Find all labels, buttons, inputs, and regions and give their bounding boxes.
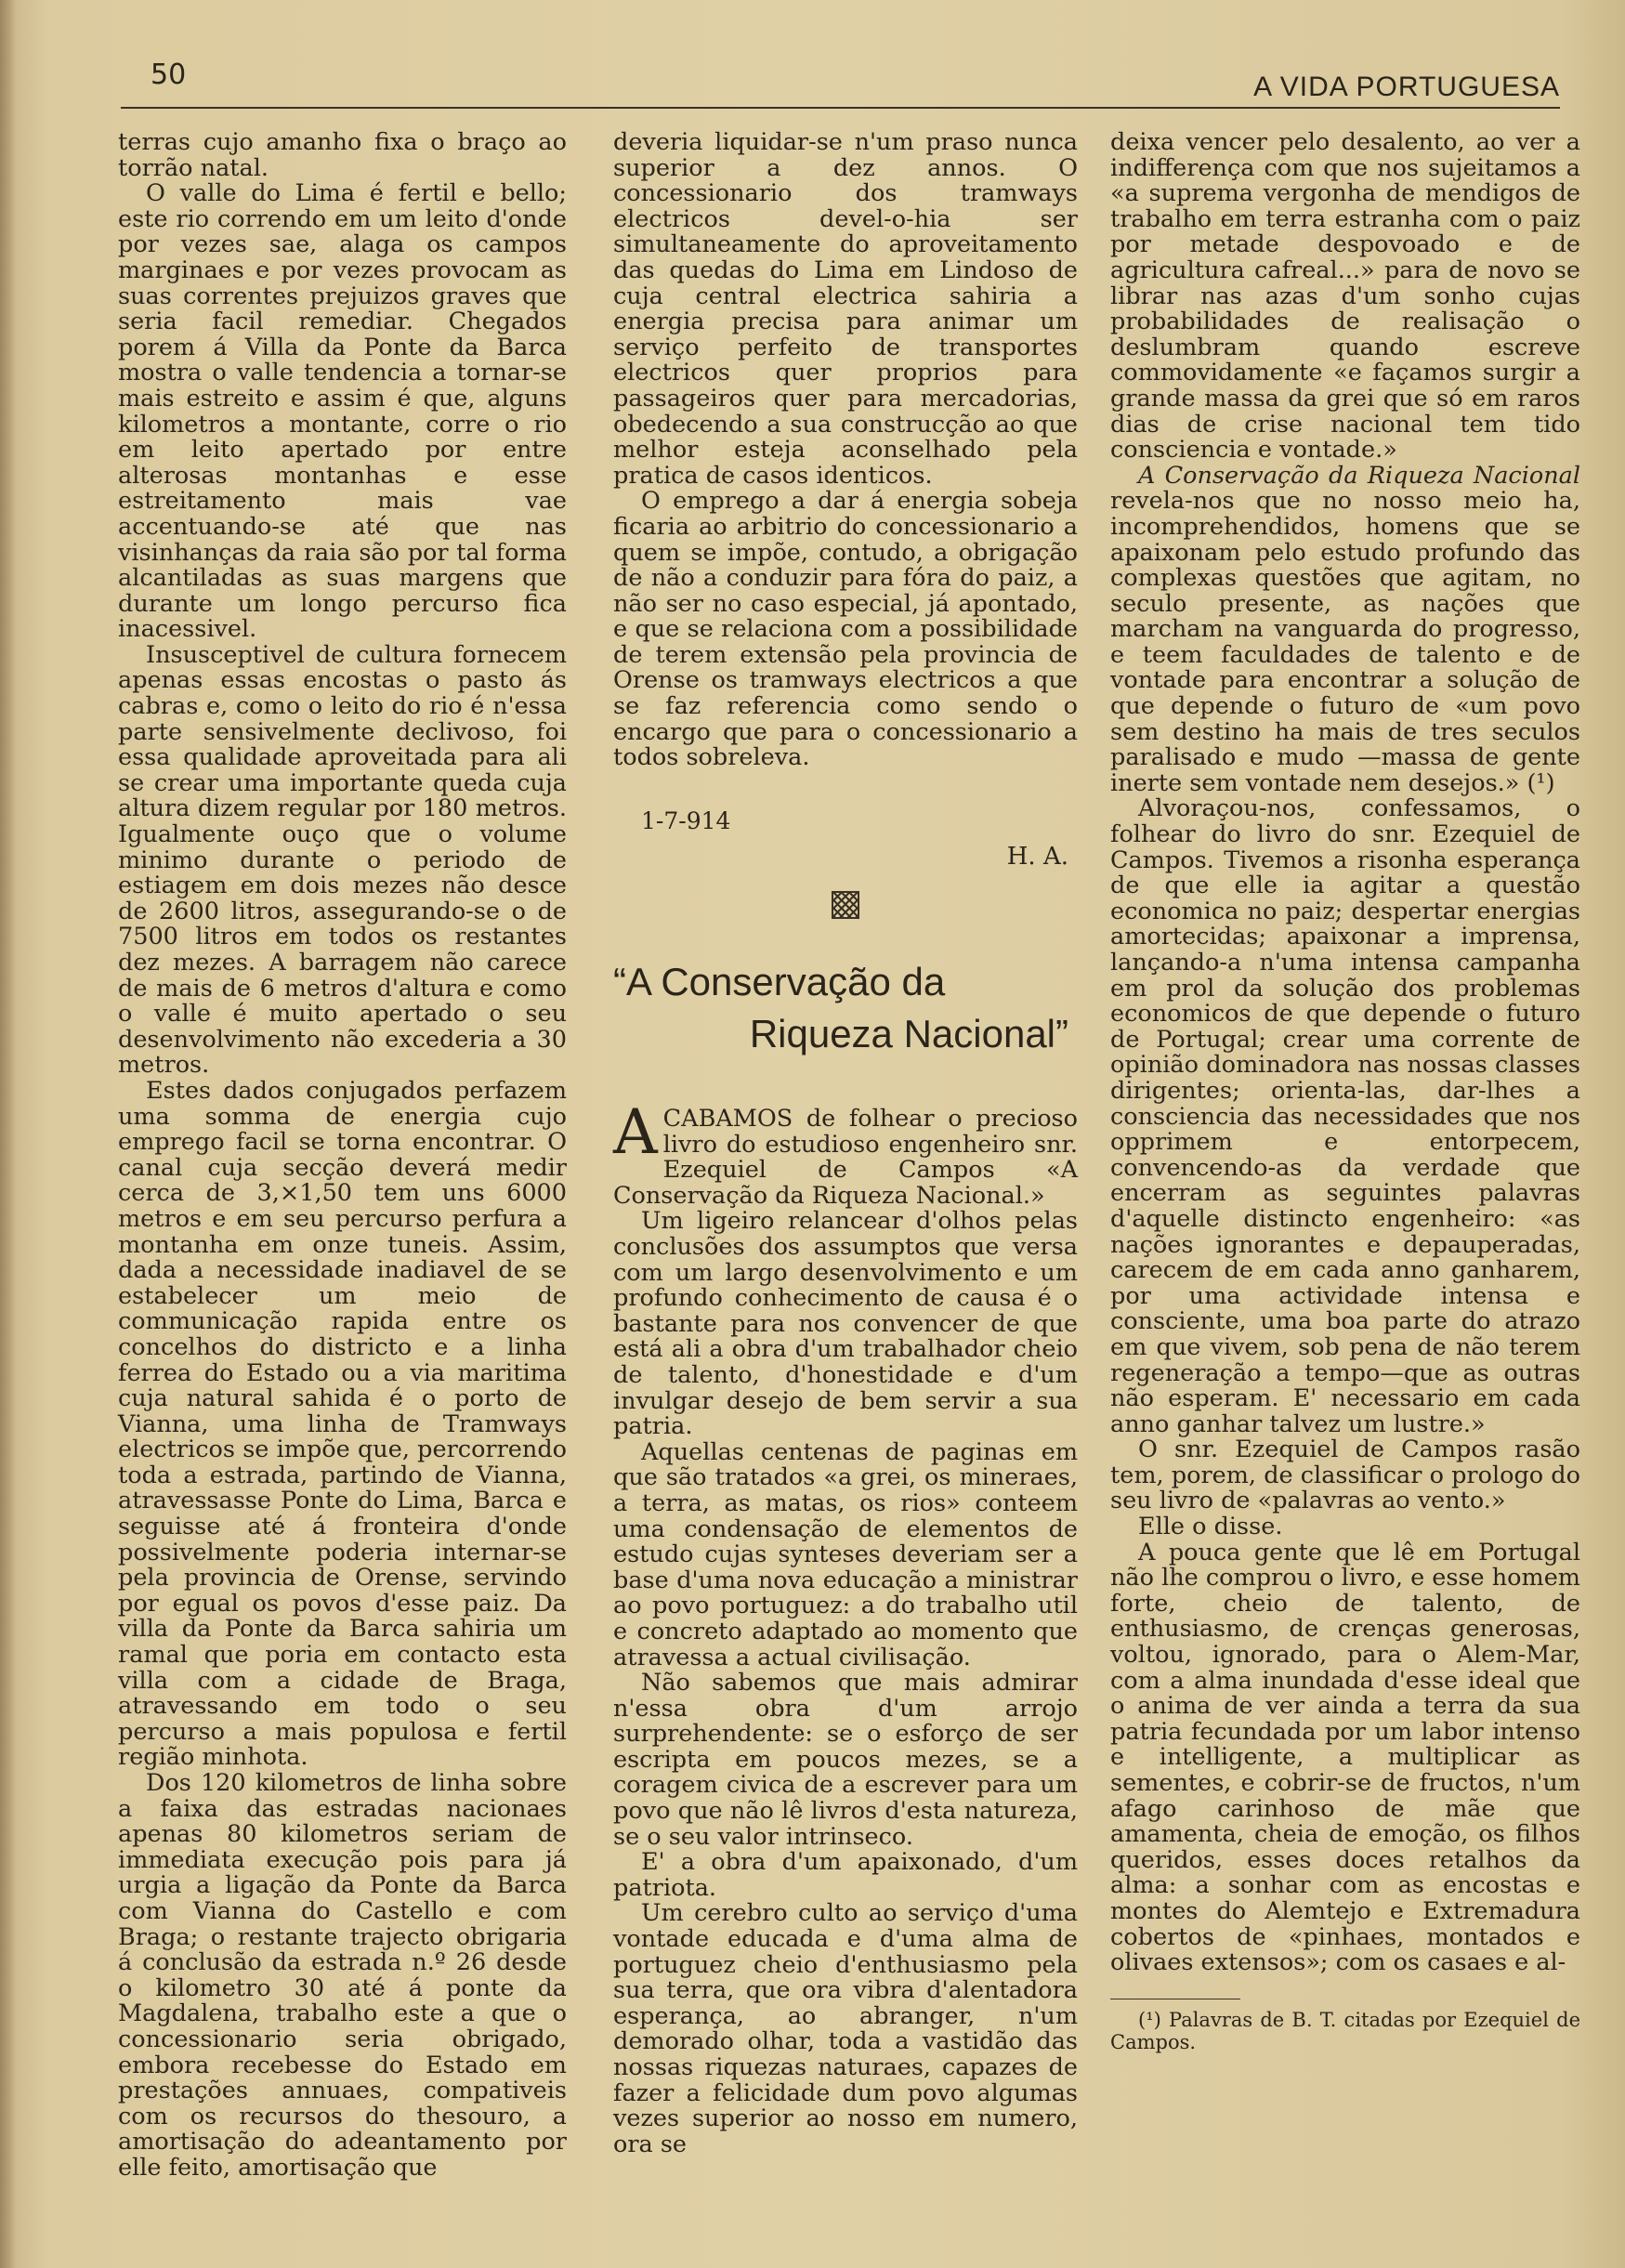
paragraph: Um cerebro culto ao serviço d'uma vontade educada e d'uma alma de portuguez cheio d'enthusiasmo pela sua terra, que ora vibra d'alentadora esperança, ao abranger, n'um demorado olhar, toda a vastidão das nossas riquezas naturaes, capazes de fazer a felicidade dum povo algumas vezes superior ao nosso em numero, ora se <box>613 1899 1078 2158</box>
footnote: (¹) Palavras de B. T. citadas por Ezequiel de Campos. <box>1110 2008 1580 2053</box>
paragraph: O valle do Lima é fertil e bello; este rio correndo em um leito d'onde por vezes sae, alaga os campos marginaes e por vezes provocam as suas correntes prejuizos graves que seria facil remediar. Chegados porem á Villa da Ponte da Barca mostra o valle tendencia a tornar-se mais estreito e assim é que, alguns kilometros a montante, corre o rio em leito apertado por entre alterosas montanhas e esse estreitamento mais vae accentuando-se até que nas visinhanças da raia são por tal forma alcantiladas as suas margens que durante um longo percurso fica inacessivel. <box>118 179 567 644</box>
author-signature: H. A. <box>1006 843 1068 872</box>
paragraph: Estes dados conjugados perfazem uma somma de energia cujo emprego facil se torna encontrar. O canal cuja secção deverá medir cerca de 3,×1,50 tem uns 6000 metros e em seu percurso perfura a montanha em onze tuneis. Assim, dada a necessidade inadiavel de se estabelecer um meio de communicação rapida entre os concelhos do districto e a linha ferrea do Estado ou a via maritima cuja natural sahida é o porto de Vianna, uma linha de Tramways electricos se impõe que, percorrendo toda a estrada, partindo de Vianna, atravessasse Ponte do Lima, Barca e seguisse até á fronteira d'onde possivelmente poderia internar-se pela provincia de Orense, servindo por egual os povos d'esse paiz. Da villa da Ponte da Barca sahiria um ramal que poria em contacto esta villa com a cidade de Braga, atravessando em todo o seu percurso a mais populosa e fertil região minhota. <box>118 1076 567 1772</box>
column-2 <box>613 130 1078 2157</box>
paragraph: E' a obra d'um apaixonado, d'um patriota. <box>613 1848 1078 1902</box>
paragraph: Insusceptivel de cultura fornecem apenas essas encostas o pasto ás cabras e, como o leito do rio é n'essa parte sensivelmente declivoso, foi essa qualidade aproveitada para ali se crear uma importante queda cuja altura dizem regular por 180 metros. Igualmente ouço que o volume minimo durante o periodo de estiagem em dois mezes não desce de 2600 litros, assegurando-se o de 7500 litros em todos os restantes dez mezes. A barragem não carece de mais de 6 metros d'altura e como o valle é muito apertado o seu desenvolvimento não excederia a 30 metros. <box>118 640 567 1080</box>
paragraph: deveria liquidar-se n'um praso nunca superior a dez annos. O concessionario dos tramways electricos devel-o-hia ser simultaneamente do aproveitamento das quedas do Lima em Lindoso de cuja central electrica sahiria a energia precisa para animar um serviço perfeito de transportes electricos quer proprios para passageiros quer para mercadorias, obedecendo a sua construcção ao que melhor esteja aconselhado pela pratica de casos identicos. <box>613 128 1078 490</box>
paragraph: Um ligeiro relancear d'olhos pelas conclusões dos assumptos que versa com um largo desenvolvimento e um profundo conhecimento de causa é o bastante para nos convencer de que está ali a obra d'um trabalhador cheio de talento, d'honestidade e d'um invulgar desejo de bem servir a sua patria. <box>613 1207 1078 1441</box>
paragraph-text: revela-nos que no nosso meio ha, incomprehendidos, homens que se apaixonam pelo estudo profundo das complexas questões que agitam, no seculo presente, as nações que marcham na vanguarda do progresso, e teem faculdades de talento e de vontade para encontrar a solução de que depende o futuro de «um povo sem destino ha mais de tres seculos paralisado e mudo —massa de gente inerte sem vontade nem desejos.» (¹) <box>1110 487 1580 797</box>
header-rule <box>121 107 1560 109</box>
drop-cap: A <box>613 1096 658 1169</box>
paragraph: Não sabemos que mais admirar n'essa obra d'um arrojo surprehendente: se o esforço de ser escripta em poucos mezes, se a coragem civica de a escrever para um povo que não lê livros d'esta natureza, se o seu valor intrinseco. <box>613 1669 1078 1851</box>
column-1 <box>118 130 567 2182</box>
paragraph: A pouca gente que lê em Portugal não lhe comprou o livro, e esse homem forte, cheio de talento, de enthusiasmo, de crenças generosas, voltou, ignorado, para o Alem-Mar, com a alma inundada d'esse ideal que o anima de ver ainda a terra da sua patria fecundada por um labor intenso e intelligente, a multiplicar as sementes, e cobrir-se de fructos, n'um afago carinhoso de mãe que amamenta, cheia de emoção, os filhos queridos, esses doces retalhos da alma: a sonhar com as encostas e montes do Alemtejo e Extremadura cobertos de «pinhaes, montados e olivaes extensos»; com os casaes e al- <box>1110 1538 1580 1977</box>
paragraph: Aquellas centenas de paginas em que são tratados «a grei, os mineraes, a terra, as matas, os rios» conteem uma condensação de elementos de estudo cujas synteses deveriam ser a base d'uma nova educação a ministrar ao povo portuguez: a do trabalho util e concreto adaptado ao momento que atravessa a actual civilisação. <box>613 1437 1078 1672</box>
paragraph: deixa vencer pelo desalento, ao ver a indifferença com que nos sujeitamos a «a suprema vergonha de mendigos de trabalho em terra estranha com o paiz por metade despovoado e de agricultura cafreal...» para de novo se librar nas azas d'um sonho cujas probabilidades de realisação o deslumbram quando escreve commovidamente «e façamos surgir a grande massa da grei que só em raros dias de crise nacional tem tido consciencia e vontade.» <box>1110 128 1580 465</box>
paragraph: Dos 120 kilometros de linha sobre a faixa das estradas nacionaes apenas 80 kilometros seriam de immediata execução pois para já urgia a ligação da Ponte da Barca com Vianna do Castello e com Braga; o restante trajecto obrigaria á conclusão da estrada n.º 26 desde o kilometro 30 até á ponte da Magdalena, trabalho este a que o concessionario seria obrigado, embora recebesse do Estado em prestações annuaes, compativeis com os recursos do thesouro, a amortisação do adeantamento por elle feito, amortisação que <box>118 1769 567 2182</box>
small-caps-lead: CABAMOS <box>662 1105 793 1134</box>
article-title-line-2: Riqueza Nacional” <box>749 1012 1068 1056</box>
page-header <box>121 51 1560 107</box>
paragraph: O emprego a dar á energia sobeja ficaria ao arbitrio do concessionario a quem se impõe, contudo, a obrigação de não a conduzir para fóra do paiz, a não ser no caso especial, já apontado, e que se relaciona com a possibilidade de terem extensão pela provincia de Orense os tramways electricos a que se faz referencia como sendo o encargo que para o concessionario a todos sobreleva. <box>613 487 1078 772</box>
column-3 <box>1110 130 1580 2053</box>
article-title-line-1: “A Conservação da <box>613 960 946 1004</box>
opening-paragraph <box>613 1096 1078 1210</box>
running-title: A VIDA PORTUGUESA <box>1253 72 1560 102</box>
page-number: 50 <box>151 59 187 91</box>
page-edge-shadow <box>0 0 17 2268</box>
paragraph: Elle o disse. <box>1138 1513 1283 1541</box>
book-title: A Conservação da Riqueza Nacional <box>1138 461 1580 490</box>
paragraph: terras cujo amanho fixa o braço ao torrão natal. <box>118 128 567 182</box>
section-ornament-icon <box>832 891 859 919</box>
dateline: 1-7-914 <box>641 806 731 834</box>
paragraph: Alvoraçou-nos, confessamos, o folhear do livro do snr. Ezequiel de Campos. Tivemos a risonha esperança de que elle ia agitar a questão economica no paiz; despertar energias amortecidas; apaixonar a imprensa, lançando-a n'uma intensa campanha em prol da solução dos problemas economicos de que depende o futuro de Portugal; crear uma corrente de opinião dominadora nas nossas classes dirigentes; orienta-las, dar-lhes a consciencia das necessidades que nos opprimem e entorpecem, convencendo-as da verdade que encerram as seguintes palavras d'aquelle distincto engenheiro: «as nações ignorantes e depauperadas, carecem de em cada anno ganharem, por uma actividade intensa e consciente, uma boa parte do atrazo em que vivem, sob pena de não terem regeneração a tempo—que as outras não esperam. E' necessario em cada anno ganhar talvez um lustre.» <box>1110 794 1580 1438</box>
article-title <box>613 956 1078 1060</box>
paragraph: O snr. Ezequiel de Campos rasão tem, porem, de classificar o prologo do seu livro de «palavras ao vento.» <box>1110 1436 1580 1515</box>
paragraph-text: de folhear o precioso livro do estudioso engenheiro snr. Ezequiel de Campos «A Conservação da Riqueza Nacional.» <box>613 1105 1078 1210</box>
paragraph <box>1110 461 1580 797</box>
